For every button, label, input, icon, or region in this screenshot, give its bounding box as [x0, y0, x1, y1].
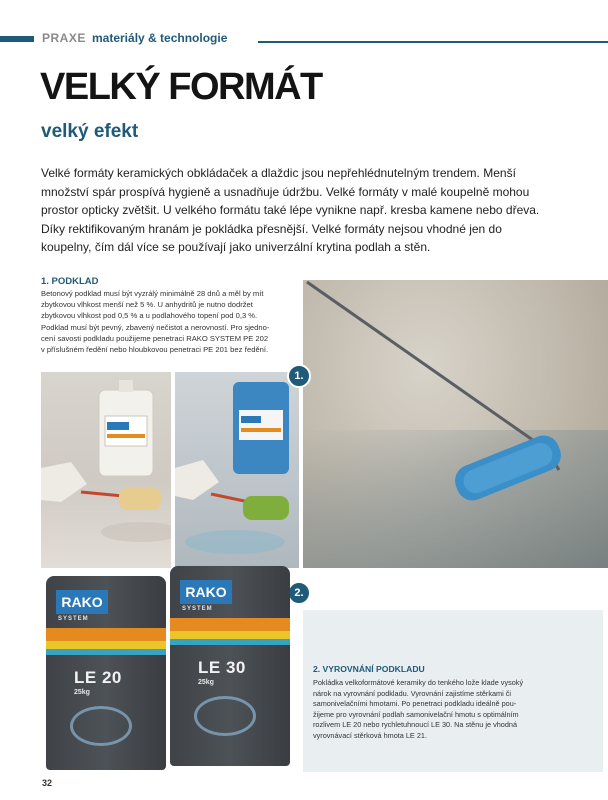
trowel-graphic	[70, 706, 132, 746]
header-kicker: PRAXE	[42, 31, 86, 45]
step2-line: žijeme pro vyrovnání podlah samonivelační hmotu s optimálním	[313, 709, 519, 719]
trowel-graphic	[194, 696, 256, 736]
intro-line: koupelny, čím dál více se používají jako univerzální krytina podlah a stěn.	[41, 240, 431, 255]
step2-heading: 2. VYROVNÁNÍ PODKLADU	[313, 664, 425, 674]
intro-line: Velké formáty keramických obkládaček a dlaždic jsou nepřehlédnutelným trendem. Menší	[41, 166, 516, 180]
step2-text	[313, 678, 598, 742]
step2-line: nárok na vyrovnání podkladu. Vyrovnání zajistíme stěrkami či	[313, 688, 512, 698]
step2-line: vyrovnávací stěrková hmota LE 21.	[313, 730, 427, 740]
brand-line: SYSTEM	[58, 616, 89, 622]
intro-line: množství spár prospívá hygieně a usnadňuje údržbu. Velké formáty v malé koupelně mohou	[41, 184, 530, 199]
step1-line: v příslušném ředění nebo hloubkovou penetraci PE 201 bez ředění.	[41, 345, 269, 355]
photo-roller-on-concrete	[303, 280, 608, 568]
step1-heading: 1. PODKLAD	[41, 276, 99, 287]
article-subtitle: velký efekt	[41, 121, 139, 142]
product-weight: 25kg	[74, 689, 90, 696]
photo-primer-application-1	[41, 372, 171, 568]
product-bag-le20	[46, 576, 166, 770]
article-title: VELKÝ FORMÁT	[40, 66, 322, 108]
intro-line: prostor opticky zvětšit. U velkého formátu také lépe vynikne např. kresba kamene nebo dřeva.	[41, 203, 540, 218]
header-accent-bar	[0, 36, 34, 42]
step2-line: rozlivem LE 20 nebo rychletuhnoucí LE 30. Na stěnu je vhodná	[313, 720, 518, 730]
step1-line: Podklad musí být pevný, zbavený nečistot a nerovností. Pro sjedno-	[41, 322, 270, 332]
intro-line: Díky rektifikovaným hranám je pokládka přesnější. Velké formáty nejsou vhodné jen do	[41, 221, 502, 236]
product-weight: 25kg	[198, 679, 214, 686]
step2-line: samonivelačními hmotami. Po penetraci podkladu ideálně pou-	[313, 699, 517, 709]
header-section: materiály & technologie	[92, 31, 228, 45]
brand-logo: RAKO	[180, 580, 232, 604]
photo-primer-application-2	[175, 372, 299, 568]
product-name: LE 20	[74, 668, 122, 687]
step1-text	[41, 288, 303, 355]
brand-logo: RAKO	[56, 590, 108, 614]
brand-line: SYSTEM	[182, 606, 213, 612]
step1-line: zbytkovou vlhkost menší než 5 %. U anhydritů je nutno dodržet	[41, 300, 253, 310]
step1-badge: 1.	[287, 364, 311, 388]
product-bag-le30	[170, 566, 290, 766]
step1-line: cení savosti podkladu použijeme penetraci RAKO SYSTEM PE 202	[41, 333, 269, 343]
step1-line: Betonový podklad musí být vyzrálý minimálně 28 dnů a měl by mít	[41, 289, 264, 298]
step2-badge: 2.	[287, 581, 311, 605]
step2-line: Pokládka velkoformátové keramiky do tenkého lože klade vysoký	[313, 678, 524, 687]
page-number: 32	[42, 778, 53, 788]
article-intro	[41, 164, 561, 257]
header-rule	[258, 41, 608, 43]
step1-line: zbytkovou vlhkost pod 0,5 % a u podlahového topení pod 0,3 %.	[41, 311, 258, 321]
product-name: LE 30	[198, 658, 246, 677]
